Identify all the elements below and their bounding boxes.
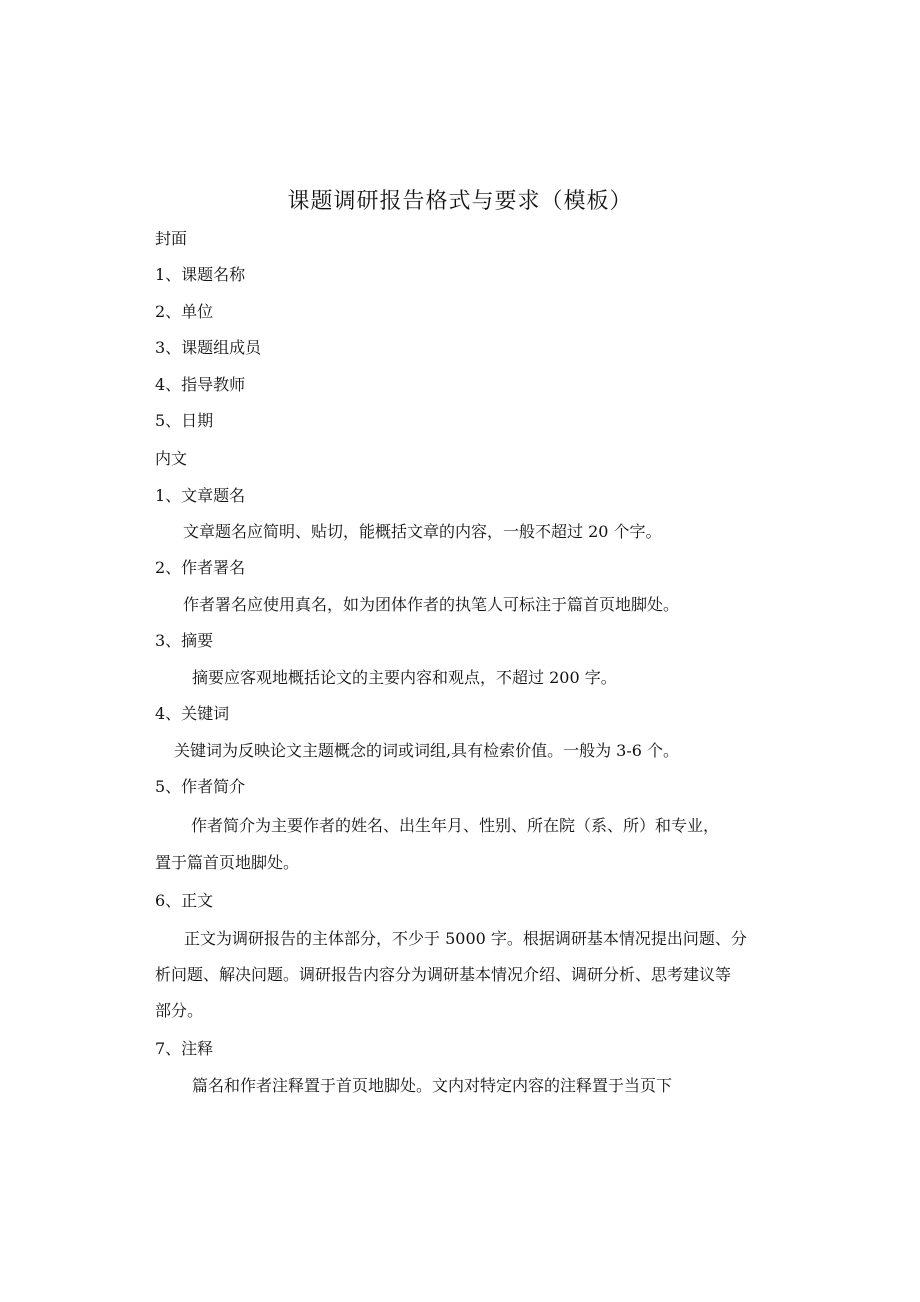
- cover-item: 5、日期: [155, 411, 214, 430]
- section-heading: 5、作者简介: [155, 777, 246, 796]
- section-text: 作者简介为主要作者的姓名、出生年月、性别、所在院（系、所）和专业，: [191, 816, 720, 835]
- document-title: 课题调研报告格式与要求（模板）: [287, 189, 633, 214]
- section-heading: 7、注释: [155, 1039, 214, 1058]
- cover-item: 3、课题组成员: [155, 338, 262, 357]
- section-heading: 6、正文: [155, 891, 214, 910]
- content-heading: 内文: [155, 449, 188, 468]
- section-heading: 1、文章题名: [155, 486, 246, 505]
- section-heading: 4、关键词: [155, 704, 230, 723]
- cover-heading: 封面: [155, 229, 188, 248]
- section-heading: 2、作者署名: [155, 558, 246, 577]
- section-text: 析问题、解决问题。调研报告内容分为调研基本情况介绍、调研分析、思考建议等: [155, 965, 732, 984]
- section-text: 部分。: [155, 1001, 204, 1020]
- section-text: 摘要应客观地概括论文的主要内容和观点，不超过 200 字。: [192, 668, 617, 687]
- section-text: 作者署名应使用真名，如为团体作者的执笔人可标注于篇首页地脚处。: [183, 595, 680, 614]
- section-text: 篇名和作者注释置于首页地脚处。文内对特定内容的注释置于当页下: [192, 1076, 673, 1095]
- section-text: 正文为调研报告的主体部分，不少于 5000 字。根据调研基本情况提出问题、分: [184, 929, 747, 948]
- cover-item: 4、指导教师: [155, 375, 246, 394]
- cover-item: 1、课题名称: [155, 265, 246, 284]
- section-text: 置于篇首页地脚处。: [155, 853, 300, 872]
- section-text: 关键词为反映论文主题概念的词或词组,具有检索价值。一般为 3-6 个。: [174, 741, 680, 760]
- section-heading: 3、摘要: [155, 631, 214, 650]
- section-text: 文章题名应简明、贴切，能概括文章的内容，一般不超过 20 个字。: [183, 522, 662, 541]
- cover-item: 2、单位: [155, 302, 214, 321]
